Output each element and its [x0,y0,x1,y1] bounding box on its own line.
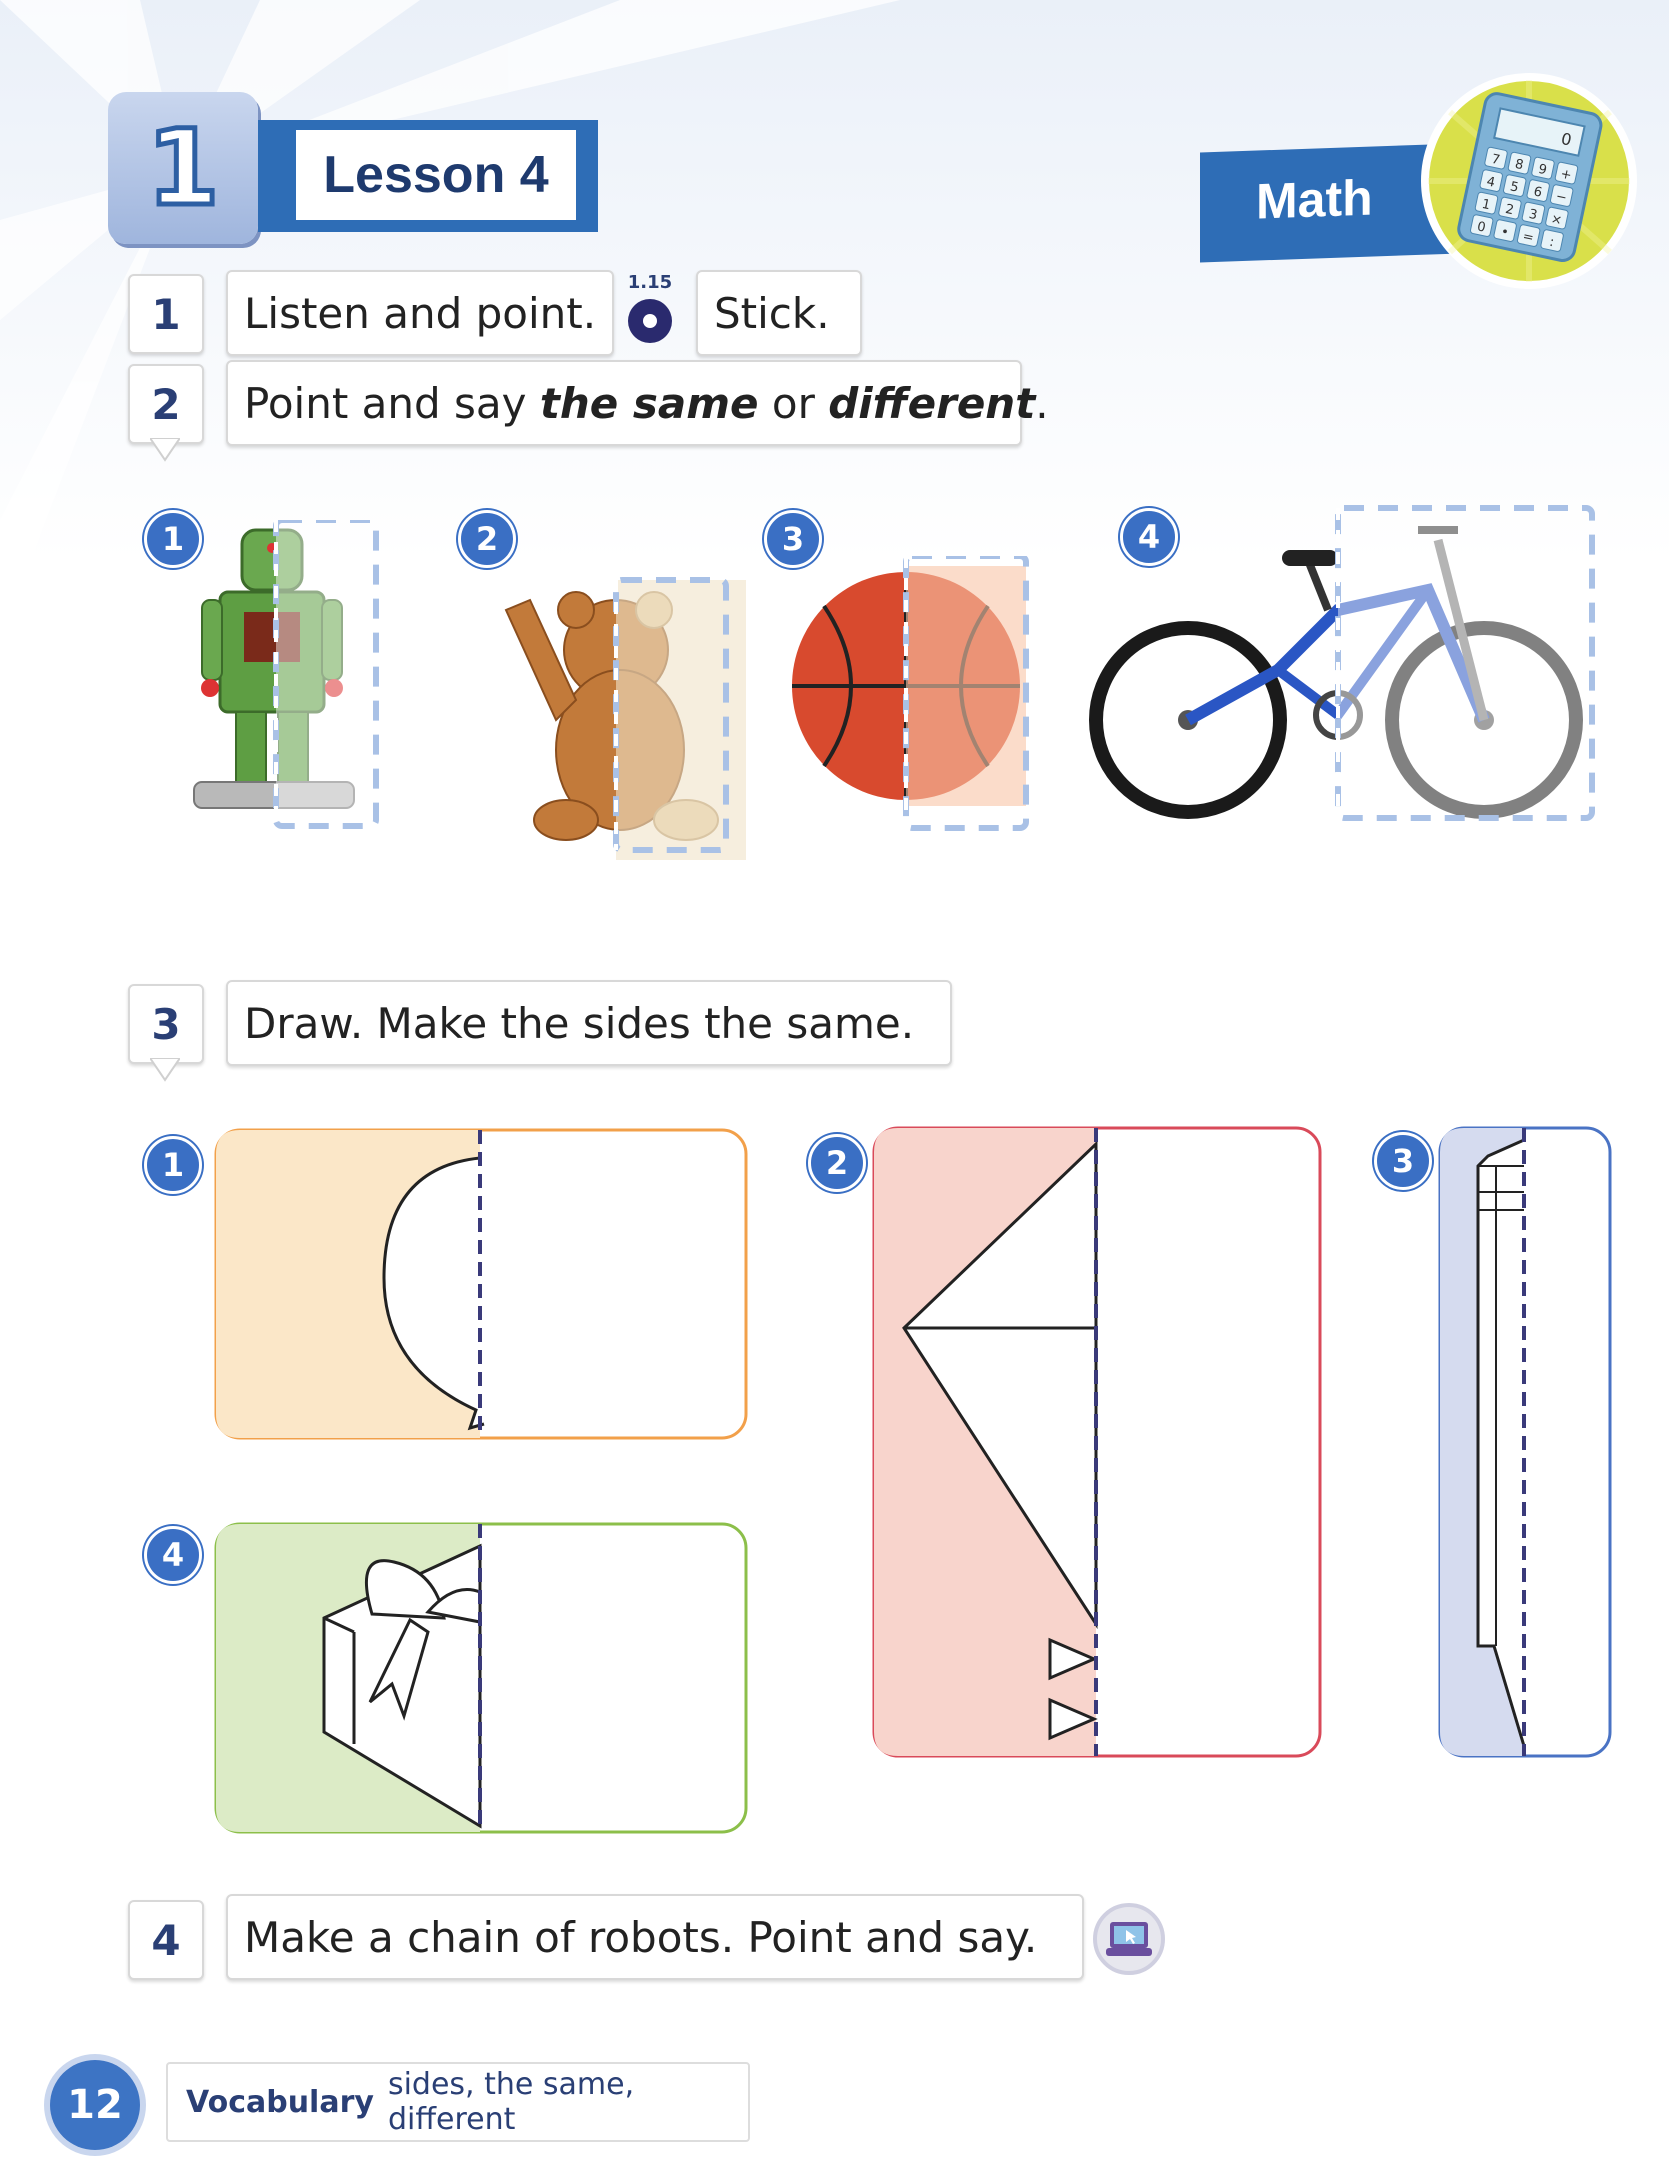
activity-4-text: Make a chain of robots. Point and say. [244,1912,1038,1962]
activity-4-number: 4 [128,1900,204,1980]
activity-1-stick-card [696,270,862,356]
kite-drawing-box[interactable] [872,1126,1322,1758]
unit-number: 1 [146,107,220,229]
subject-label: Math [1256,169,1373,230]
activity-2-bold-different: different [828,378,1036,428]
vocabulary-card [166,2062,750,2142]
calculator-key-label: 0 [1475,219,1487,236]
drawing-3-badge: 3 [1374,1132,1432,1190]
activity-2-instruction [226,360,1049,446]
activity-2-text-mid: or [758,378,829,428]
activity-2-text-before: Point and say [244,378,540,428]
vocabulary-label: Vocabulary [186,2084,374,2120]
unit-number-badge [108,92,258,244]
activity-1-number: 1 [128,274,204,354]
page-number: 12 [50,2060,140,2150]
activity-2-number: 2 [128,364,204,444]
calculator-key-label: 7 [1490,151,1502,169]
calculator-key-label: 4 [1485,174,1497,191]
calculator-key-label: 8 [1513,156,1525,174]
calculator-icon [1420,72,1638,290]
calculator-key-label: • [1499,224,1511,241]
teddy-bear-picture[interactable] [496,570,746,860]
calculator-key-label: 9 [1536,161,1549,179]
picture-4-badge: 4 [1120,508,1178,566]
activity-1-stick-text: Stick. [714,288,830,338]
activity-1-instruction [226,270,614,356]
vocabulary-words: sides, the same, different [387,2067,635,2137]
basketball-picture[interactable] [788,556,1044,836]
pointer-triangle [150,1058,180,1084]
audio-track-button[interactable] [620,272,680,350]
picture-2-badge: 2 [458,510,516,568]
activity-4-instruction [226,1894,1084,1980]
activity-2-bold-same: the same [539,378,759,428]
audio-track-number: 1.15 [627,272,673,293]
cd-audio-icon [620,293,680,345]
pencil-drawing-box[interactable] [1438,1126,1612,1758]
robot-picture[interactable] [180,520,410,830]
calculator-key-label: 2 [1503,201,1516,219]
computer-activity-icon[interactable] [1090,1900,1168,1978]
gift-drawing-box[interactable] [214,1522,748,1834]
calculator-key-label: 5 [1508,179,1520,196]
drawing-2-badge: 2 [808,1134,866,1192]
bicycle-picture[interactable] [1088,500,1608,830]
activity-3-instruction [226,980,952,1066]
calculator-key-label: − [1554,189,1569,207]
picture-3-badge: 3 [764,510,822,568]
picture-1-badge: 1 [144,510,202,568]
calculator-key-label: 1 [1480,196,1492,214]
pointer-triangle [150,438,180,464]
activity-3-number: 3 [128,984,204,1064]
activity-2-text-after: . [1035,378,1049,428]
drawing-4-badge: 4 [144,1526,202,1584]
svg-text:0: 0 [1559,129,1574,150]
balloon-drawing-box[interactable] [214,1128,748,1440]
lesson-title-card [296,130,576,220]
calculator-key-label: × [1549,211,1564,229]
calculator-key-label: 3 [1527,206,1539,224]
calculator-key-label: 6 [1532,184,1544,201]
activity-3-text: Draw. Make the sides the same. [244,998,915,1048]
calculator-key-label: + [1559,166,1573,184]
calculator-key-label: : [1547,234,1556,251]
activity-1-text: Listen and point. [244,288,597,338]
drawing-1-badge: 1 [144,1136,202,1194]
lesson-title: Lesson 4 [323,146,549,204]
calculator-key-label: = [1521,229,1536,247]
